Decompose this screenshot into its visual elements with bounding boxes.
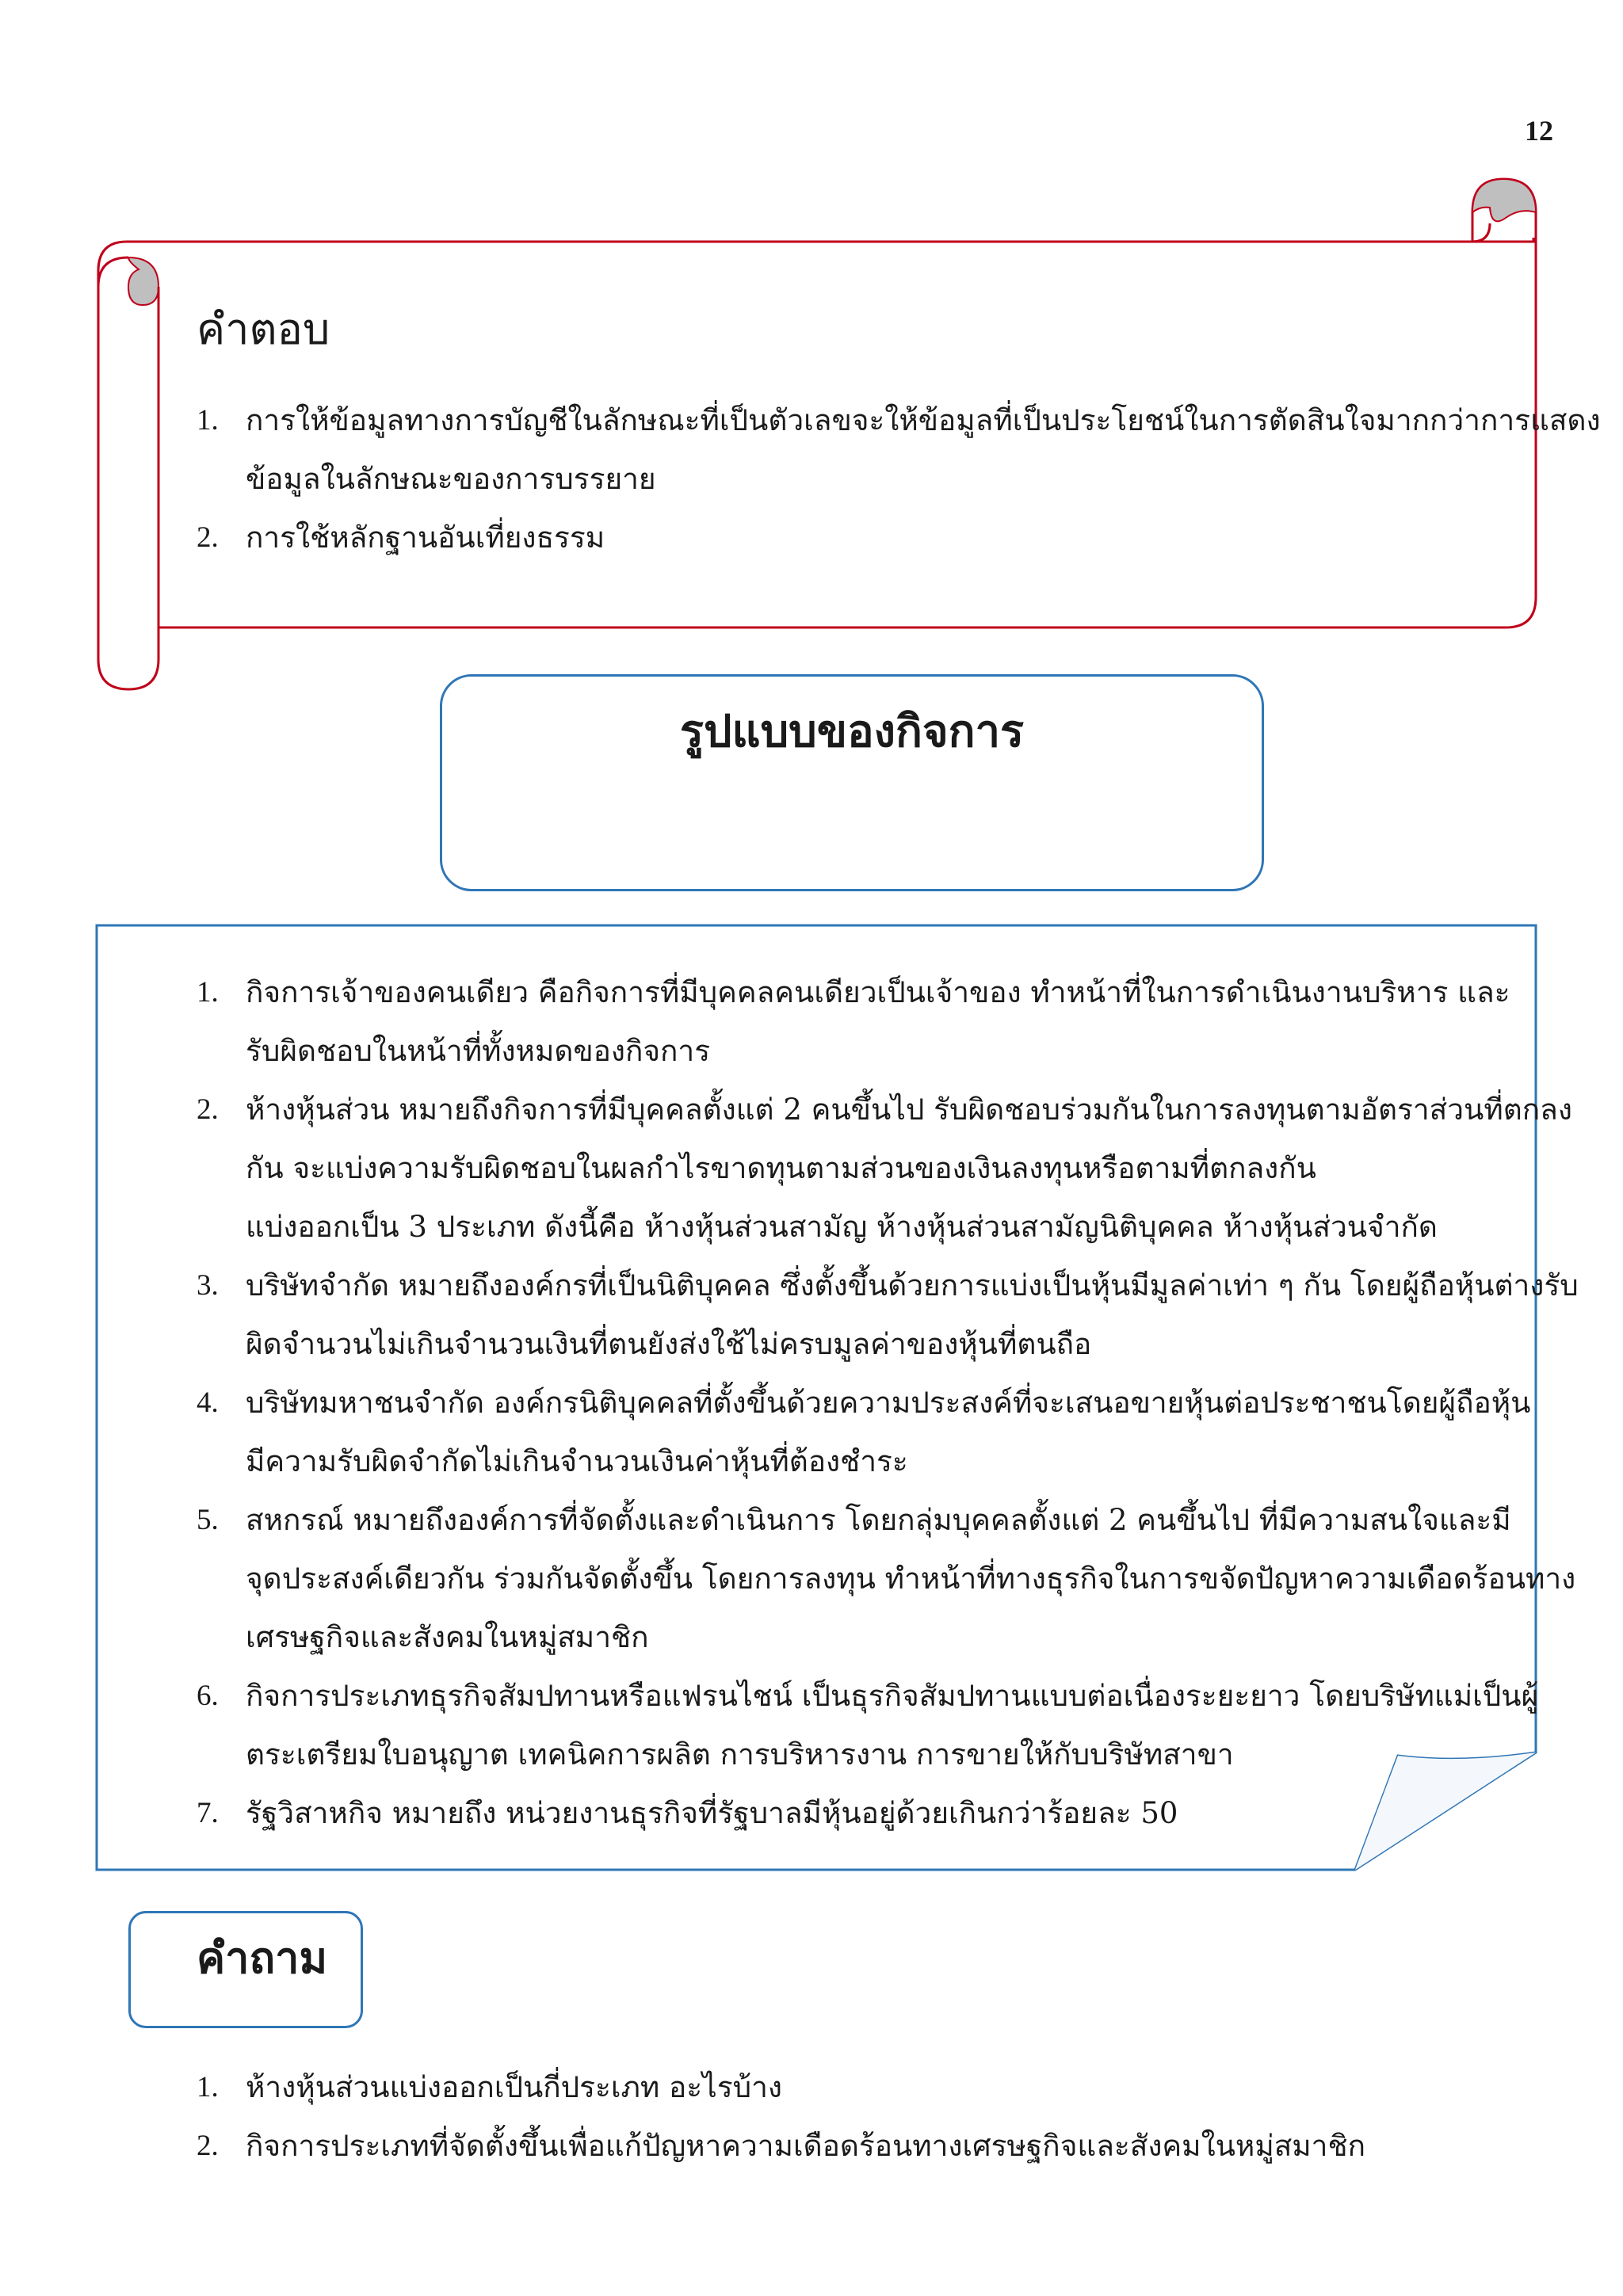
list-item-number: 6. [197, 1680, 219, 1712]
list-item-line: กิจการเจ้าของคนเดียว คือกิจการที่มีบุคคลคนเดียวเป็นเจ้าของ ทำหน้าที่ในการดำเนินงานบริหาร และ [246, 975, 1510, 1009]
list-item-line: เศรษฐกิจและสังคมในหมู่สมาชิก [246, 1620, 649, 1654]
list-item-line: ห้างหุ้นส่วน หมายถึงกิจการที่มีบุคคลตั้งแต่ 2 คนขึ้นไป รับผิดชอบร่วมกันในการลงทุนตามอัตราส่วนที่ตกลง [246, 1093, 1572, 1127]
list-item-line: ผิดจำนวนไม่เกินจำนวนเงินที่ตนยังส่งใช้ไม่ครบมูลค่าของหุ้นที่ตนถือ [246, 1327, 1092, 1361]
list-item-line: ตระเตรียมใบอนุญาต เทคนิคการผลิต การบริหารงาน การขายให้กับบริษัทสาขา [246, 1737, 1234, 1772]
list-item-number: 2. [197, 521, 219, 554]
list-item-line: จุดประสงค์เดียวกัน ร่วมกันจัดตั้งขึ้น โดยการลงทุน ทำหน้าที่ทางธุรกิจในการขจัดปัญหาความเดือดร้อนทาง [246, 1562, 1576, 1596]
list-item-line: แบ่งออกเป็น 3 ประเภท ดังนี้คือ ห้างหุ้นส่วนสามัญ ห้างหุ้นส่วนสามัญนิติบุคคล ห้างหุ้นส่วนจำกัด [246, 1210, 1438, 1244]
list-item [197, 1374, 1531, 1491]
list-item-number: 7. [197, 1797, 219, 1829]
list-item-line: กิจการประเภทธุรกิจสัมปทานหรือแฟรนไชน์ เป็นธุรกิจสัมปทานแบบต่อเนื่องระยะยาว โดยบริษัทแม่เป็นผู้ [246, 1679, 1539, 1713]
list-item-line: กิจการประเภทที่จัดตั้งขึ้นเพื่อแก้ปัญหาความเดือดร้อนทางเศรษฐกิจและสังคมในหมู่สมาชิก [246, 2129, 1365, 2163]
question-list [197, 2058, 1528, 2176]
list-item [197, 1667, 1539, 1784]
list-item-line: บริษัทมหาชนจำกัด องค์กรนิติบุคคลที่ตั้งขึ้นด้วยความประสงค์ที่จะเสนอขายหุ้นต่อประชาชนโดยผู้ถือหุ้น [246, 1386, 1531, 1420]
list-item [197, 2117, 1528, 2176]
list-item-line: รัฐวิสาหกิจ หมายถึง หน่วยงานธุรกิจที่รัฐบาลมีหุ้นอยู่ด้วยเกินกว่าร้อยละ 50 [246, 1796, 1178, 1830]
list-item [197, 963, 1528, 1081]
answer-heading: คำตอบ [197, 304, 330, 354]
list-item-line: กัน จะแบ่งความรับผิดชอบในผลกำไรขาดทุนตามส่วนของเงินลงทุนหรือตามที่ตกลงกัน [246, 1151, 1316, 1185]
list-item-line: มีความรับผิดจำกัดไม่เกินจำนวนเงินค่าหุ้นที่ต้องชำระ [246, 1444, 908, 1478]
list-item-line: บริษัทจำกัด หมายถึงองค์กรที่เป็นนิติบุคคล ซึ่งตั้งขึ้นด้วยการแบ่งเป็นหุ้นมีมูลค่าเท่า ๆ กัน โดยผู้ถือหุ้นต่างรับ [246, 1268, 1579, 1302]
list-item [197, 1491, 1576, 1667]
list-item-number: 5. [197, 1504, 219, 1536]
list-item [197, 1257, 1579, 1374]
list-item [197, 1081, 1572, 1257]
list-item-number: 3. [197, 1269, 219, 1302]
question-heading: คำถาม [197, 1933, 328, 1983]
business-types-list [197, 963, 1579, 1843]
list-item-line: ข้อมูลในลักษณะของการบรรยาย [246, 462, 656, 496]
list-item [197, 1784, 1528, 1843]
list-item-line: สหกรณ์ หมายถึงองค์การที่จัดตั้งและดำเนินการ โดยกลุ่มบุคคลตั้งแต่ 2 คนขึ้นไป ที่มีความสนใจและมี [246, 1503, 1511, 1537]
list-item-number: 1. [197, 976, 219, 1009]
list-item-number: 2. [197, 1093, 219, 1126]
list-item-number: 2. [197, 2130, 219, 2162]
list-item-line: ห้างหุ้นส่วนแบ่งออกเป็นกี่ประเภท อะไรบ้าง [246, 2070, 782, 2104]
list-item-number: 4. [197, 1386, 219, 1419]
page-number: 12 [1525, 115, 1553, 147]
list-item-number: 1. [197, 2071, 219, 2103]
list-item-number: 1. [197, 404, 219, 437]
list-item-line: การให้ข้อมูลทางการบัญชีในลักษณะที่เป็นตัวเลขจะให้ข้อมูลที่เป็นประโยชน์ในการตัดสินใจมากกว่าการแสดง [246, 403, 1601, 437]
list-item-line: การใช้หลักฐานอันเที่ยงธรรม [246, 521, 605, 555]
list-item-line: รับผิดชอบในหน้าที่ทั้งหมดของกิจการ [246, 1034, 711, 1068]
list-item [197, 2058, 1528, 2117]
section-title: รูปแบบของกิจการ [679, 706, 1025, 757]
